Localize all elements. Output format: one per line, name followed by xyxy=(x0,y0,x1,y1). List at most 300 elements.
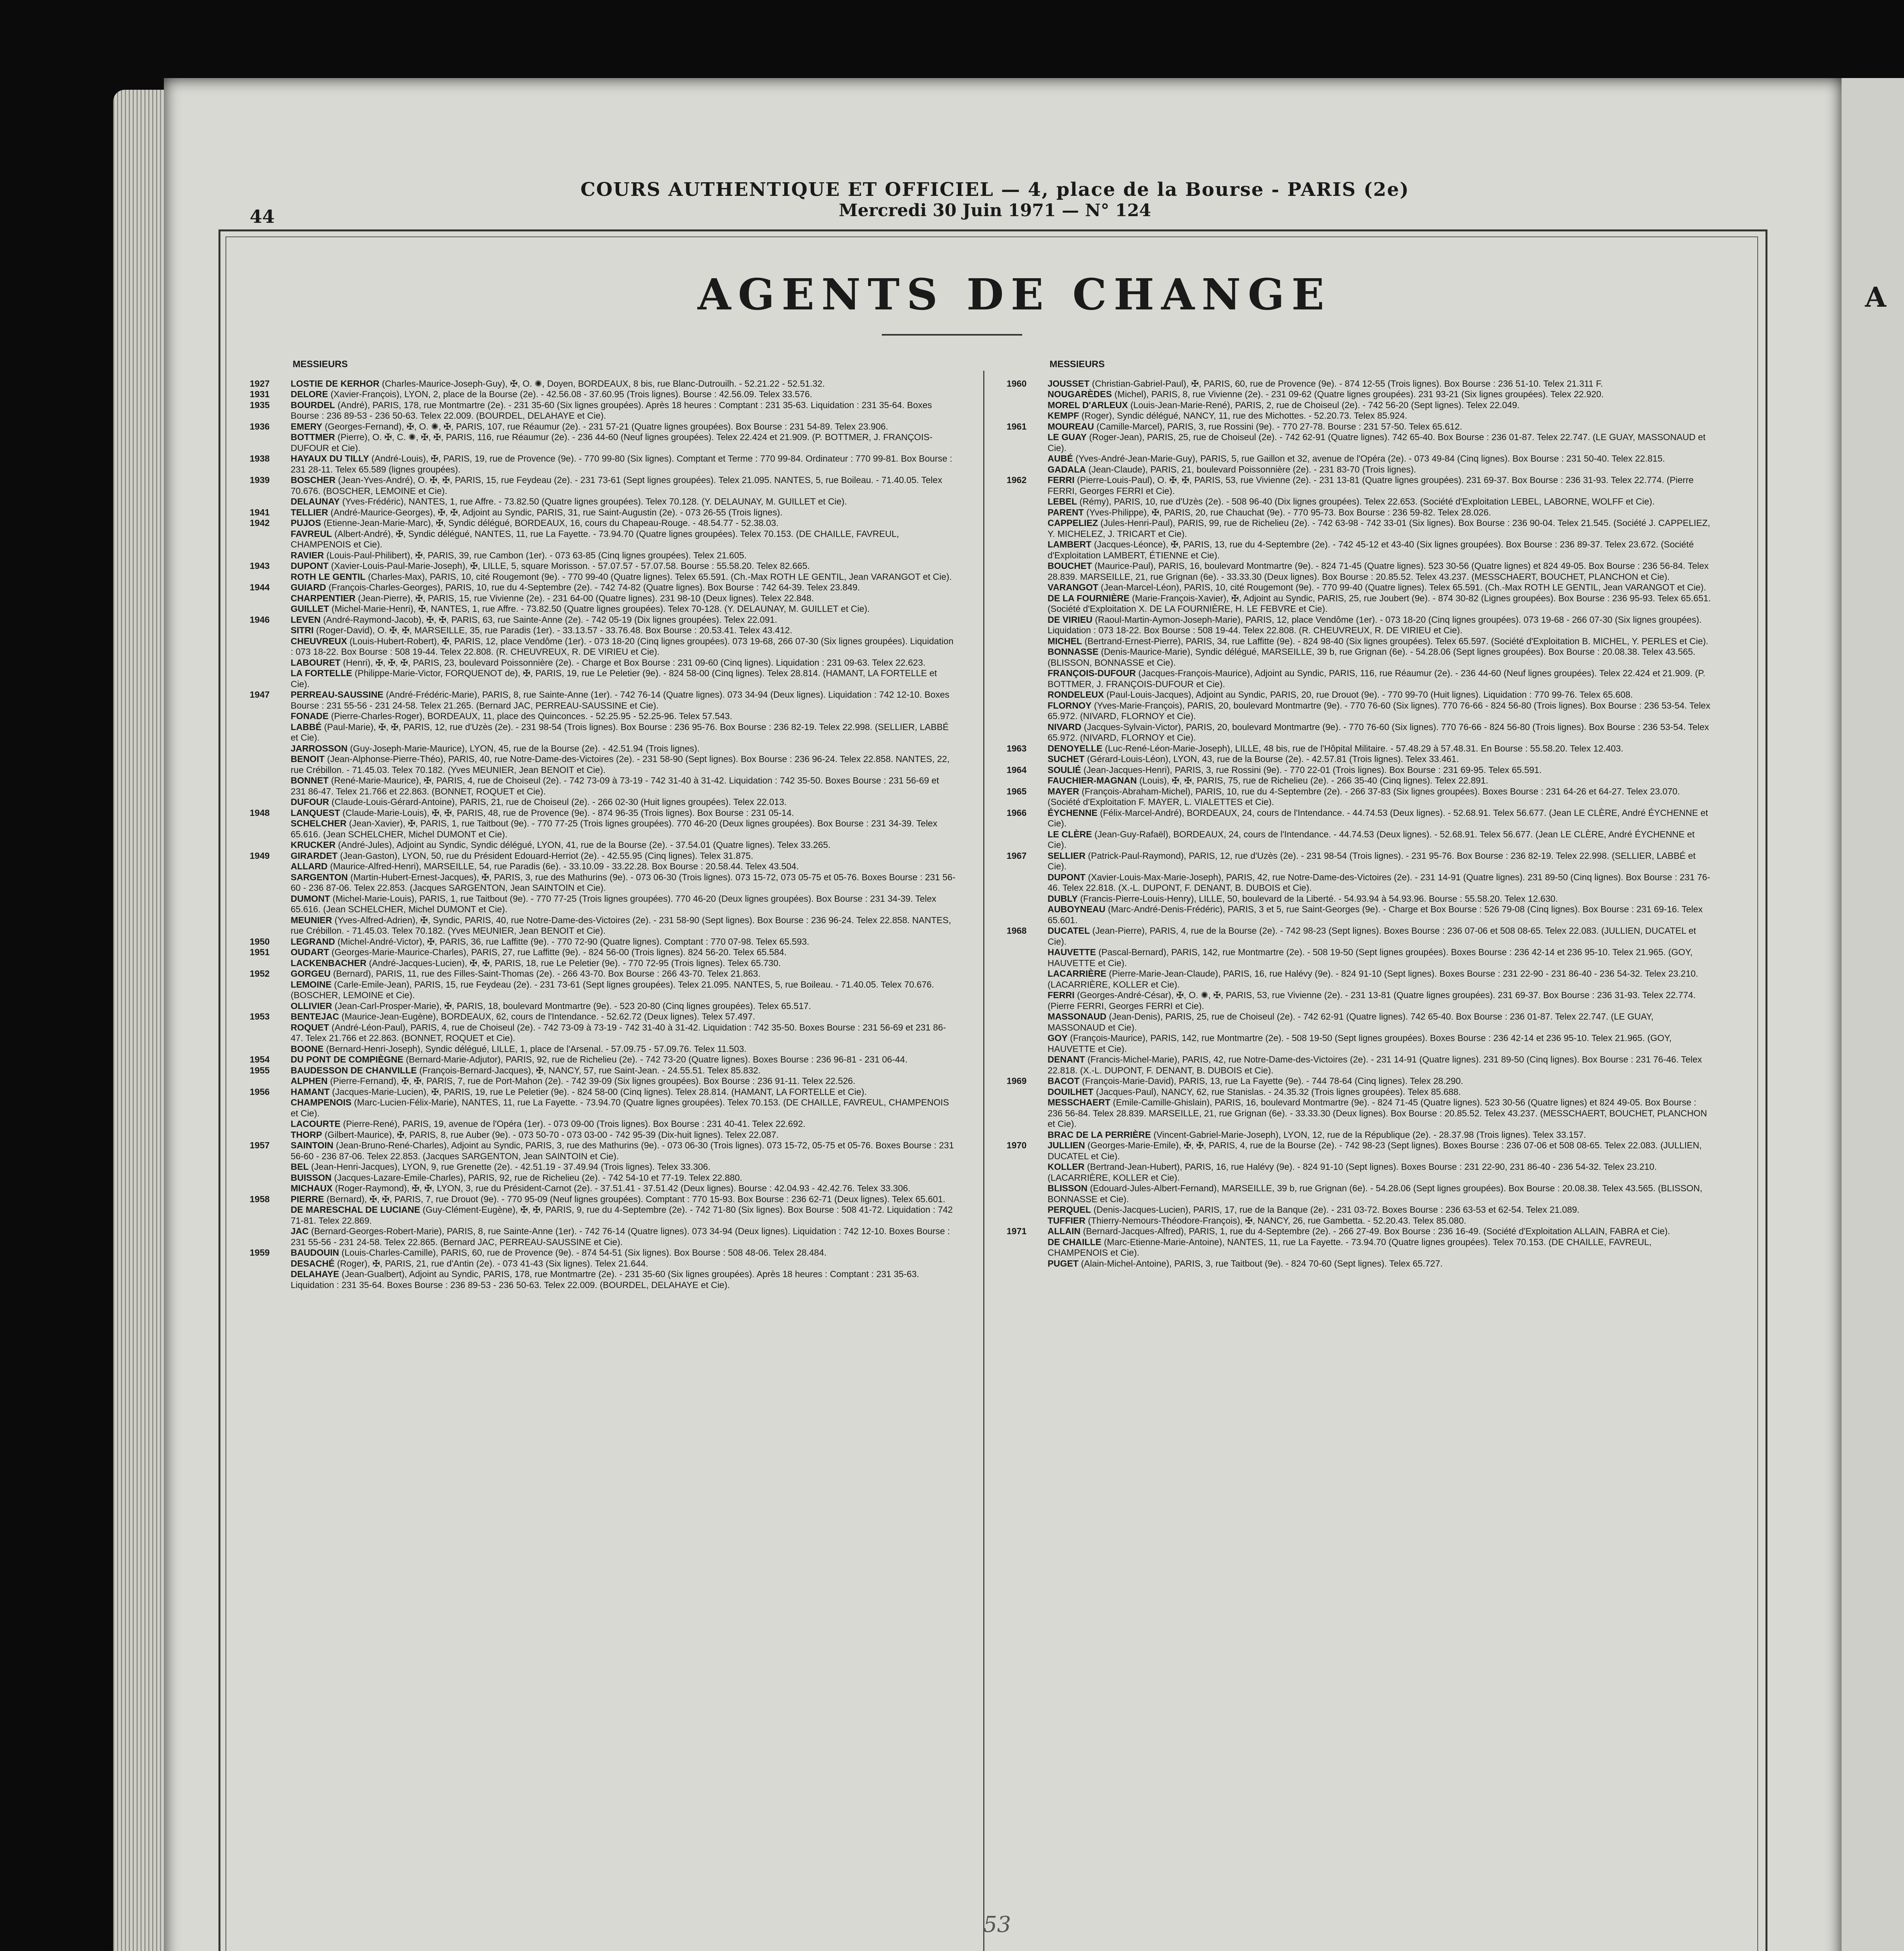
agent-details: (Claude-Louis-Gérard-Antoine), PARIS, 21, rue de Choiseul (2e). - 266 02-30 (Huit lignes groupées). Telex 22.013. xyxy=(331,797,787,807)
agent-details: (Maurice-Paul), PARIS, 16, boulevard Montmartre (9e). - 824 71-45 (Quatre lignes). 523 30-56 (Quatre lignes) et 824 49-05. Box Bourse : 236 56-84. Telex 28.839. MARSEILLE, 21, rue Grignan (6e). - 33.33.30 (Deux lignes). Box Bourse : 20.85.52. Telex 43.237. (MESSCHAERT, BOUCHET, PLANCHON et Cie). xyxy=(1048,561,1709,582)
agent-entry xyxy=(1007,1215,1713,1226)
agent-name: ROTH LE GENTIL xyxy=(291,571,366,582)
entry-year xyxy=(1007,561,1048,582)
agent-details: (Michel-Marie-Henri), ✠, NANTES, 1, rue Affre. - 73.82.50 (Quatre lignes groupées). Telex 70-128. (Y. DELAUNAY, M. GUILLET et Cie). xyxy=(331,604,870,614)
entry-year xyxy=(250,1001,291,1012)
entry-year: 1967 xyxy=(1007,850,1027,861)
agent-details: (Louis), ✠, ✠, PARIS, 75, rue de Richelieu (2e). - 266 35-40 (Cinq lignes). Telex 22.891. xyxy=(1139,775,1488,785)
agent-entry xyxy=(1007,518,1713,539)
agent-details: (Guy-Clément-Eugène), ✠, ✠, PARIS, 9, rue du 4-Septembre (2e). - 742 71-80 (Six lignes). Box Bourse : 508 41-72. Liquidation : 742 71-81. Telex 22.869. xyxy=(291,1205,953,1226)
agent-details: (Pierre-Louis-Paul), O. ✠, ✠, PARIS, 53, rue Vivienne (2e). - 231 13-81 (Quatre lignes groupées). 231 69-37. Box Bourse : 236 31-93. Telex 22.774. (Pierre FERRI, Georges FERRI et Cie). xyxy=(1048,475,1694,496)
handwritten-note: 53 xyxy=(983,1912,1011,1937)
agent-entry xyxy=(250,947,956,958)
agent-details: (Roger-David), O. ✠, ✠, MARSEILLE, 35, rue Paradis (1er). - 33.13.57 - 33.76.48. Box Bourse : 20.53.41. Telex 43.412. xyxy=(316,625,792,635)
agent-entry xyxy=(1007,904,1713,926)
agent-entry xyxy=(1007,765,1713,776)
agent-list-right xyxy=(1007,378,1713,1269)
entry-year: 1957 xyxy=(250,1140,270,1150)
entry-year xyxy=(1007,1033,1048,1054)
agent-name: LACARRIÈRE xyxy=(1048,968,1107,979)
agent-entry xyxy=(250,507,956,518)
agent-details: (Bernard-Jacques-Alfred), PARIS, 1, rue du 4-Septembre (2e). - 266 27-49. Box Bourse : 236 16-49. (Société d'Exploitation ALLAIN, FABRA et Cie). xyxy=(1083,1226,1670,1236)
agent-entry xyxy=(250,496,956,507)
agent-details: (Jean-Gaston), LYON, 50, rue du Président Edouard-Herriot (2e). - 42.55.95 (Cinq lignes). Telex 31.875. xyxy=(340,850,753,861)
agent-entry xyxy=(250,754,956,775)
agent-details: (André-Jacques-Lucien), ✠, ✠, PARIS, 18, rue Le Peletier (9e). - 770 72-95 (Trois lignes). Telex 65.730. xyxy=(369,958,781,968)
agent-entry xyxy=(250,1173,956,1183)
entry-year xyxy=(1007,1097,1048,1130)
agent-entry xyxy=(250,1044,956,1055)
agent-name: NIVARD xyxy=(1048,721,1082,732)
agent-details: (Jean-Jacques-Henri), PARIS, 3, rue Rossini (9e). - 770 22-01 (Trois lignes). Box Bourse : 231 69-95. Telex 65.591. xyxy=(1083,764,1542,775)
agent-entry xyxy=(250,400,956,421)
agent-entry xyxy=(1007,464,1713,475)
agent-details: (Jacques-Léonce), ✠, PARIS, 13, rue du 4-Septembre (2e). - 742 45-12 et 43-40 (Six lignes groupées). Box Bourse : 236 89-37. Telex 23.672. (Société d'Exploitation LAMBERT, ÉTIENNE et Cie). xyxy=(1048,539,1694,560)
agent-entry xyxy=(1007,968,1713,990)
agent-entry xyxy=(250,518,956,529)
agent-details: (Bernard-Henri-Joseph), Syndic délégué, LILLE, 1, place de l'Arsenal. - 57.09.75 - 57.09.76. Telex 11.503. xyxy=(326,1043,747,1054)
agent-entry xyxy=(250,1022,956,1044)
entry-year: 1939 xyxy=(250,475,270,485)
entry-year: 1959 xyxy=(250,1247,270,1258)
entry-year: 1948 xyxy=(250,807,270,818)
agent-entry xyxy=(1007,775,1713,786)
agent-name: HAYAUX DU TILLY xyxy=(291,453,369,464)
agent-entry xyxy=(250,722,956,743)
agent-name: GORGEU xyxy=(291,968,331,979)
entry-year xyxy=(250,1226,291,1247)
agent-entry xyxy=(1007,786,1713,808)
next-page-edge xyxy=(1842,78,1904,1951)
agent-details: (Louis-Paul-Philibert), ✠, PARIS, 39, rue Cambon (1er). - 073 63-85 (Cinq lignes groupées). Telex 21.605. xyxy=(326,550,747,560)
agent-name: MICHAUX xyxy=(291,1183,333,1193)
agent-name: JOUSSET xyxy=(1048,378,1090,389)
entry-year: 1961 xyxy=(1007,421,1027,432)
agent-details: (Georges-Marie-Emile), ✠, ✠, PARIS, 4, rue de la Bourse (2e). - 742 98-23 (Sept lignes). Boxes Bourse : 236 07-06 et 508 08-65. Telex 22.083. (JULLIEN, DUCATEL et Cie). xyxy=(1048,1140,1702,1161)
next-page-letter: A xyxy=(1865,281,1886,313)
agent-details: (Jacques-Lazare-Emile-Charles), PARIS, 92, rue de Richelieu (2e). - 742 54-10 et 77-19. Telex 22.880. xyxy=(334,1172,742,1183)
agent-entry xyxy=(1007,1087,1713,1098)
page-stack-edge xyxy=(113,90,168,1951)
agent-name: JULLIEN xyxy=(1048,1140,1085,1150)
agent-details: (Albert-André), ✠, Syndic délégué, NANTES, 11, rue La Fayette. - 73.94.70 (Quatre lignes groupées). Telex 70.153. (DE CHAILLE, FAVREUL, CHAMPENOIS et Cie). xyxy=(291,528,899,549)
entry-year: 1962 xyxy=(1007,475,1027,485)
agent-entry xyxy=(1007,668,1713,689)
agent-name: TUFFIER xyxy=(1048,1215,1086,1226)
agent-entry xyxy=(250,915,956,936)
agent-details: (André), PARIS, 178, rue Montmartre (2e). - 231 35-60 (Six lignes groupées). Après 18 heures : Comptant : 231 35-63. Liquidation : 231 35-64. Boxes Bourse : 236 89-53 - 236 50-63. Telex 22.009. (BOURDEL, DELAHAYE et Cie). xyxy=(291,400,932,421)
entry-year: 1938 xyxy=(250,453,270,464)
agent-details: (Yves-Philippe), ✠, PARIS, 20, rue Chauchat (9e). - 770 95-73. Box Bourse : 236 59-82. Telex 28.026. xyxy=(1086,507,1491,517)
entry-year xyxy=(250,840,291,851)
agent-name: DELAUNAY xyxy=(291,496,340,506)
entry-year xyxy=(1007,615,1048,636)
entry-year xyxy=(250,722,291,743)
agent-entry xyxy=(250,894,956,915)
entry-year xyxy=(1007,904,1048,926)
agent-entry xyxy=(1007,389,1713,400)
entry-year xyxy=(1007,990,1048,1011)
entry-year: 1935 xyxy=(250,400,270,410)
agent-details: (Philippe-Marie-Victor, FORQUENOT de), ✠, PARIS, 19, rue Le Peletier (9e). - 824 58-00 (Cinq lignes). Telex 28.814. (HAMANT, LA FORTELLE et Cie). xyxy=(291,668,937,689)
agent-entry xyxy=(1007,894,1713,904)
entry-year: 1931 xyxy=(250,389,270,399)
agent-details: (Bernard), PARIS, 11, rue des Filles-Saint-Thomas (2e). - 266 43-70. Box Bourse : 266 43-70. Telex 21.863. xyxy=(333,968,761,979)
entry-year xyxy=(250,915,291,936)
entry-year xyxy=(250,625,291,636)
agent-details: (Xavier-Louis-Paul-Marie-Joseph), ✠, LILLE, 5, square Morisson. - 57.07.57 - 57.07.58. Bourse : 55.58.20. Telex 82.665. xyxy=(331,561,810,571)
right-column xyxy=(1007,359,1713,1269)
agent-details: (Roger), Syndic délégué, NANCY, 11, rue des Michottes. - 52.20.73. Telex 85.924. xyxy=(1081,410,1407,421)
agent-details: (Bernard-Marie-Adjutor), PARIS, 92, rue de Richelieu (2e). - 742 73-20 (Quatre lignes). Boxes Bourse : 236 96-81 - 231 06-44. xyxy=(406,1054,908,1064)
agent-entry xyxy=(250,378,956,389)
agent-name: LEMOINE xyxy=(291,979,332,990)
agent-entry xyxy=(1007,1183,1713,1205)
agent-entry xyxy=(250,668,956,689)
agent-name: DE MARESCHAL DE LUCIANE xyxy=(291,1205,420,1215)
agent-details: (Vincent-Gabriel-Marie-Joseph), LYON, 12, rue de la République (2e). - 28.37.98 (Trois lignes). Telex 33.157. xyxy=(1153,1129,1586,1140)
agent-details: (Félix-Marcel-André), BORDEAUX, 24, cours de l'Intendance. - 44.74.53 (Deux lignes). - 52.68.91. Telex 56.677. (Jean LE CLÈRE, André ÉYCHENNE et Cie). xyxy=(1048,807,1708,828)
agent-name: ALPHEN xyxy=(291,1076,328,1086)
agent-name: BEL xyxy=(291,1162,309,1172)
agent-name: OLLIVIER xyxy=(291,1000,332,1011)
entry-year xyxy=(1007,754,1048,765)
entry-year xyxy=(250,1119,291,1130)
agent-details: (Yves-Alfred-Adrien), ✠, Syndic, PARIS, 40, rue Notre-Dame-des-Victoires (2e). - 231 58-90 (Sept lignes). Box Bourse : 236 96-24. Telex 22.858. NANTES, rue Crébillon. - 71.45.03. Telex 70.182. (Yves MEUNIER, Jean BENOIT et Cie). xyxy=(291,915,951,936)
entry-year xyxy=(250,711,291,722)
agent-entry xyxy=(250,1247,956,1258)
agent-entry xyxy=(1007,496,1713,507)
entry-year xyxy=(1007,636,1048,647)
agent-entry xyxy=(250,529,956,550)
agent-entry xyxy=(250,689,956,711)
agent-entry xyxy=(250,657,956,668)
entry-year xyxy=(250,754,291,775)
agent-entry xyxy=(250,1183,956,1194)
agent-name: NOUGARÈDES xyxy=(1048,389,1112,399)
agent-entry xyxy=(1007,722,1713,743)
agent-name: BACOT xyxy=(1048,1076,1080,1086)
entry-year xyxy=(1007,700,1048,722)
agent-name: FLORNOY xyxy=(1048,700,1092,711)
agent-name: BENOIT xyxy=(291,754,325,764)
agent-entry xyxy=(250,1194,956,1205)
agent-name: OUDART xyxy=(291,947,329,957)
column-divider xyxy=(983,371,984,1951)
agent-entry xyxy=(250,840,956,851)
agent-entry xyxy=(250,1258,956,1269)
agent-entry xyxy=(250,958,956,969)
entry-year xyxy=(250,529,291,550)
entry-year xyxy=(1007,593,1048,615)
agent-details: (Louis-Charles-Camille), PARIS, 60, rue de Provence (9e). - 874 54-51 (Six lignes). Box Bourse : 508 48-06. Telex 28.484. xyxy=(341,1247,827,1258)
agent-entry xyxy=(1007,1140,1713,1162)
agent-details: (Gérard-Louis-Léon), LYON, 43, rue de la Bourse (2e). - 42.57.81 (Trois lignes). Telex 33.461. xyxy=(1087,754,1459,764)
agent-name: MOUREAU xyxy=(1048,421,1094,432)
entry-year xyxy=(1007,968,1048,990)
agent-entry xyxy=(250,1130,956,1141)
agent-details: (Pierre-Marie-Jean-Claude), PARIS, 16, rue Halévy (9e). - 824 91-10 (Sept lignes). Boxes Bourse : 231 22-90 - 231 86-40 - 236 54-32. Telex 23.210. (LACARRIÈRE, KOLLER et Cie). xyxy=(1048,968,1698,990)
agent-name: DE LA FOURNIÈRE xyxy=(1048,593,1130,603)
entry-year: 1964 xyxy=(1007,764,1027,775)
agent-details: (Jean-Bruno-René-Charles), Adjoint au Syndic, PARIS, 3, rue des Mathurins (9e). - 073 06-30 (Trois lignes). 073 15-72, 05-75 et 05-76. Boxes Bourse : 231 56-60 - 236 87-06. Telex 22.853. (Jacques SARGENTON, Jean SAINTOIN et Cie). xyxy=(291,1140,954,1161)
agent-name: MESSCHAERT xyxy=(1048,1097,1111,1107)
agent-details: (Jean-Henri-Jacques), LYON, 9, rue Grenette (2e). - 42.51.19 - 37.49.94 (Trois lignes). Telex 33.306. xyxy=(311,1162,710,1172)
agent-name: BONNET xyxy=(291,775,329,785)
entry-year xyxy=(250,593,291,604)
agent-details: (Xavier-François), LYON, 2, place de la Bourse (2e). - 42.56.08 - 37.60.95 (Trois lignes). Bourse : 42.56.09. Telex 33.576. xyxy=(330,389,812,399)
agent-name: DUFOUR xyxy=(291,797,329,807)
agent-name: GADALA xyxy=(1048,464,1086,474)
agent-details: (Michel), PARIS, 8, rue Vivienne (2e). - 231 09-62 (Quatre lignes groupées). 231 93-21 (Six lignes groupées). Telex 22.920. xyxy=(1114,389,1604,399)
agent-details: (Jules-Henri-Paul), PARIS, 99, rue de Richelieu (2e). - 742 63-98 - 742 33-01 (Six lignes). Box Bourse : 236 90-04. Telex 21.545. (Société J. CAPPELIEZ, Y. MICHELEZ, J. TRICART et Cie). xyxy=(1048,518,1710,539)
entry-year xyxy=(1007,872,1048,894)
agent-name: SUCHET xyxy=(1048,754,1085,764)
agent-details: (Louis-Jean-Marie-René), PARIS, 2, rue de Choiseul (2e). - 742 56-20 (Sept lignes). Telex 22.049. xyxy=(1130,400,1520,410)
page-title: AGENTS DE CHANGE xyxy=(698,269,1331,320)
agent-details: (René-Marie-Maurice), ✠, PARIS, 4, rue de Choiseul (2e). - 742 73-09 à 73-19 - 742 31-40 à 31-42. Liquidation : 742 35-50. Boxes Bourse : 231 56-69 et 231 86-47. Telex 21.766 et 22.863. (BONNET, ROQUET et Cie). xyxy=(291,775,939,796)
agent-details: (Camille-Marcel), PARIS, 3, rue Rossini (9e). - 770 27-78. Bourse : 231 57-50. Telex 65.612. xyxy=(1096,421,1462,432)
agent-entry xyxy=(1007,615,1713,636)
agent-entry xyxy=(250,872,956,894)
entry-year xyxy=(250,1130,291,1141)
entry-year: 1942 xyxy=(250,518,270,528)
agent-entry xyxy=(250,1011,956,1022)
entry-year xyxy=(1007,829,1048,851)
agent-name: CHAMPENOIS xyxy=(291,1097,352,1107)
agent-name: ALLAIN xyxy=(1048,1226,1081,1236)
agent-name: DUMONT xyxy=(291,893,330,904)
entry-year: 1965 xyxy=(1007,786,1027,796)
agent-name: ALLARD xyxy=(291,861,328,871)
agent-name: BUISSON xyxy=(291,1172,332,1183)
agent-entry xyxy=(250,775,956,797)
agent-entry xyxy=(1007,1011,1713,1033)
entry-year xyxy=(250,1205,291,1226)
agent-name: BENTEJAC xyxy=(291,1011,339,1022)
agent-name: BONNASSE xyxy=(1048,647,1099,657)
agent-name: BOSCHER xyxy=(291,475,336,485)
entry-year: 1960 xyxy=(1007,378,1027,389)
agent-entry xyxy=(1007,872,1713,894)
entry-year: 1951 xyxy=(250,947,270,957)
entry-year: 1958 xyxy=(250,1194,270,1204)
agent-details: (André-Frédéric-Marie), PARIS, 8, rue Sainte-Anne (1er). - 742 76-14 (Quatre lignes). 073 34-94 (Deux lignes). Liquidation : 742 12-10. Boxes Bourse : 231 55-56 - 231 24-58. Telex 21.265. (Bernard JAC, PERREAU-SAUSSINE et Cie). xyxy=(291,689,950,711)
agent-entry xyxy=(250,851,956,862)
agent-name: BOONE xyxy=(291,1043,324,1054)
agent-entry xyxy=(250,1269,956,1290)
agent-details: (Jean-Gualbert), Adjoint au Syndic, PARIS, 178, rue Montmartre (2e). - 231 35-60 (Six lignes groupées). Après 18 heures : Comptant : 231 35-63. Liquidation : 231 35-64. Boxes Bourse : 236 89-53 - 236 50-63. Telex 22.009. (BOURDEL, DELAHAYE et Cie). xyxy=(291,1269,919,1290)
agent-details: (Alain-Michel-Antoine), PARIS, 3, rue Taitbout (9e). - 824 70-60 (Sept lignes). Telex 65.727. xyxy=(1081,1258,1443,1269)
agent-entry xyxy=(250,421,956,432)
agent-entry xyxy=(250,1119,956,1130)
entry-year xyxy=(250,958,291,969)
agent-details: (Georges-André-César), ✠, O. ✺, ✠, PARIS, 53, rue Vivienne (2e). - 231 13-81 (Quatre lignes groupées). 231 69-37. Box Bourse : 236 31-93. Telex 22.774. (Pierre FERRI, Georges FERRI et Cie). xyxy=(1048,990,1696,1011)
agent-name: SOULIÉ xyxy=(1048,764,1081,775)
agent-details: (Marc-Lucien-Félix-Marie), NANTES, 11, rue La Fayette. - 73.94.70 (Quatre lignes groupées). Telex 70.153. (DE CHAILLE, FAVREUL, CHAMPENOIS et Cie). xyxy=(291,1097,949,1118)
agent-name: LOSTIE DE KERHOR xyxy=(291,378,380,389)
entry-year xyxy=(250,797,291,808)
agent-name: GIRARDET xyxy=(291,850,338,861)
agent-entry xyxy=(1007,507,1713,518)
column-heading: MESSIEURS xyxy=(293,359,348,370)
entry-year xyxy=(250,668,291,689)
agent-name: MAYER xyxy=(1048,786,1079,796)
agent-entry xyxy=(1007,926,1713,947)
agent-entry xyxy=(250,1054,956,1065)
agent-details: (Jean-Guy-Rafaël), BORDEAUX, 24, cours de l'Intendance. - 44.74.53 (Deux lignes). - 52.68.91. Telex 56.677. (Jean LE CLÈRE, André ÉYCHENNE et Cie). xyxy=(1048,829,1695,850)
entry-year: 1947 xyxy=(250,689,270,700)
entry-year xyxy=(1007,1215,1048,1226)
agent-entry xyxy=(250,1076,956,1087)
entry-year xyxy=(1007,432,1048,453)
agent-name: PERREAU-SAUSSINE xyxy=(291,689,384,700)
agent-name: DESACHÉ xyxy=(291,1258,335,1269)
entry-year: 1953 xyxy=(250,1011,270,1022)
entry-year xyxy=(250,1183,291,1194)
agent-entry xyxy=(250,1087,956,1098)
entry-year: 1949 xyxy=(250,850,270,861)
entry-year xyxy=(250,1258,291,1269)
entry-year xyxy=(250,775,291,797)
entry-year xyxy=(250,818,291,840)
agent-entry xyxy=(1007,829,1713,851)
agent-details: (Roger-Jean), PARIS, 25, rue de Choiseul (2e). - 742 62-91 (Quatre lignes). 742 65-40. Box Bourse : 236 01-87. Telex 22.747. (LE GUAY, MASSONAUD et Cie). xyxy=(1048,432,1706,453)
agent-details: (Rémy), PARIS, 10, rue d'Uzès (2e). - 508 96-40 (Dix lignes groupées). Telex 22.653. (Société d'Exploitation LEBEL, LABORNE, WOLFF et Cie). xyxy=(1079,496,1655,506)
agent-entry xyxy=(1007,561,1713,582)
entry-year xyxy=(1007,647,1048,668)
agent-entry xyxy=(250,432,956,453)
agent-entry xyxy=(250,550,956,561)
agent-entry xyxy=(1007,475,1713,496)
agent-name: BAUDESSON DE CHANVILLE xyxy=(291,1065,417,1075)
agent-entry xyxy=(250,711,956,722)
agent-name: HAMANT xyxy=(291,1086,330,1097)
agent-entry xyxy=(250,743,956,754)
agent-name: DE CHAILLE xyxy=(1048,1237,1101,1247)
agent-entry xyxy=(250,979,956,1001)
agent-details: (Jean-Marcel-Léon), PARIS, 10, cité Rougemont (9e). - 770 99-40 (Quatre lignes). Telex 65.591. (Ch.-Max ROTH LE GENTIL, Jean VARANGOT et Cie). xyxy=(1101,582,1706,592)
agent-details: (Patrick-Paul-Raymond), PARIS, 12, rue d'Uzès (2e). - 231 98-54 (Trois lignes). - 231 95-76. Box Bourse : 236 82-19. Telex 22.998. (SELLIER, LABBÉ et Cie). xyxy=(1048,850,1696,871)
entry-year xyxy=(1007,400,1048,411)
agent-details: (Louis-Hubert-Robert), ✠, PARIS, 12, place Vendôme (1er). - 073 18-20 (Cinq lignes groupées). 073 19-68, 266 07-30 (Six lignes groupées). Liquidation : 073 18-22. Box Bourse : 508 19-44. Telex 22.808. (R. CHEUVREUX, R. DE VIRIEU et Cie). xyxy=(291,636,954,657)
agent-name: LANQUEST xyxy=(291,807,340,818)
agent-name: PERQUEL xyxy=(1048,1205,1091,1215)
agent-name: BOTTMER xyxy=(291,432,335,442)
agent-details: (Jean-Pierre), ✠, PARIS, 15, rue Vivienne (2e). - 231 64-00 (Quatre lignes). 231 98-10 (Deux lignes). Telex 22.848. xyxy=(358,593,814,603)
agent-details: (Xavier-Louis-Max-Marie-Joseph), PARIS, 42, rue Notre-Dame-des-Victoires (2e). - 231 14-91 (Quatre lignes). 231 89-50 (Cinq lignes). Box Bourse : 231 76-46. Telex 22.818. (X.-L. DUPONT, F. DENANT, B. DUBOIS et Cie). xyxy=(1048,872,1710,893)
agent-entry xyxy=(250,615,956,625)
agent-name: GOY xyxy=(1048,1033,1068,1043)
agent-name: BOURDEL xyxy=(291,400,335,410)
agent-entry xyxy=(250,593,956,604)
agent-entry xyxy=(1007,743,1713,754)
entry-year xyxy=(1007,464,1048,475)
entry-year xyxy=(250,872,291,894)
agent-name: DUBLY xyxy=(1048,893,1078,904)
agent-entry xyxy=(250,968,956,979)
agent-name: MICHEL xyxy=(1048,636,1082,646)
entry-year xyxy=(1007,668,1048,689)
agent-details: (Claude-Marie-Louis), ✠, ✠, PARIS, 48, rue de Provence (9e). - 874 96-35 (Trois lignes). Box Bourse : 231 05-14. xyxy=(342,807,794,818)
agent-entry xyxy=(1007,593,1713,615)
agent-name: BOUCHET xyxy=(1048,561,1092,571)
agent-name: FONADE xyxy=(291,711,329,721)
agent-entry xyxy=(1007,851,1713,872)
agent-details: (Jacques-Marie-Lucien), ✠, PARIS, 19, rue Le Peletier (9e). - 824 58-00 (Cinq lignes). Telex 28.814. (HAMANT, LA FORTELLE et Cie). xyxy=(332,1086,867,1097)
agent-name: DUCATEL xyxy=(1048,926,1090,936)
column-heading: MESSIEURS xyxy=(1050,359,1105,370)
entry-year: 1954 xyxy=(250,1054,270,1064)
agent-entry xyxy=(250,808,956,819)
agent-name: FAVREUL xyxy=(291,528,332,539)
entry-year: 1970 xyxy=(1007,1140,1027,1150)
agent-entry xyxy=(250,572,956,583)
entry-year xyxy=(1007,1130,1048,1141)
agent-entry xyxy=(250,604,956,615)
left-column xyxy=(250,359,956,1290)
agent-details: (Pierre-Charles-Roger), BORDEAUX, 11, place des Quinconces. - 52.25.95 - 52.25-96. Telex 57.543. xyxy=(331,711,732,721)
entry-year xyxy=(1007,539,1048,561)
agent-name: LABBÉ xyxy=(291,721,322,732)
agent-entry xyxy=(1007,582,1713,593)
agent-entry xyxy=(250,1162,956,1173)
agent-details: (Martin-Hubert-Ernest-Jacques), ✠, PARIS, 3, rue des Mathurins (9e). - 073 06-30 (Trois lignes). 073 15-72, 073 05-75 et 05-76. Boxes Bourse : 231 56-60 - 236 87-06. Telex 22.853. (Jacques SARGENTON, Jean SAINTOIN et Cie). xyxy=(291,872,956,893)
entry-year xyxy=(250,604,291,615)
entry-year xyxy=(250,432,291,453)
agent-name: KEMPF xyxy=(1048,410,1079,421)
agent-details: (Jean-Denis), PARIS, 25, rue de Choiseul (2e). - 742 62-91 (Quatre lignes). 742 65-40. Box Bourse : 236 01-87. Telex 22.747. (LE GUAY, MASSONAUD et Cie). xyxy=(1048,1011,1654,1032)
agent-details: (Bernard-Georges-Robert-Marie), PARIS, 8, rue Sainte-Anne (1er). - 742 76-14 (Quatre lignes). 073 34-94 (Deux lignes). Liquidation : 742 12-10. Boxes Bourse : 231 55-56 - 231 24-58. Telex 22.865. (Bernard JAC, PERREAU-SAUSSINE et Cie). xyxy=(291,1226,950,1247)
entry-year xyxy=(250,861,291,872)
agent-name: AUBÉ xyxy=(1048,453,1073,464)
agent-entry xyxy=(1007,1258,1713,1269)
agent-name: MOREL D'ARLEUX xyxy=(1048,400,1128,410)
agent-details: (Maurice-Alfred-Henri), MARSEILLE, 54, rue Paradis (6e). - 33.10.09 - 33.22.28. Box Bourse : 20.58.44. Telex 43.504. xyxy=(330,861,799,871)
agent-details: (Jean-Pierre), PARIS, 4, rue de la Bourse (2e). - 742 98-23 (Sept lignes). Boxes Bourse : 236 07-06 et 508 08-65. Telex 22.083. (JULLIEN, DUCATEL et Cie). xyxy=(1048,926,1696,947)
agent-entry xyxy=(1007,754,1713,765)
agent-name: TELLIER xyxy=(291,507,328,517)
agent-details: (Jean-Carl-Prosper-Marie), ✠, PARIS, 18, boulevard Montmartre (9e). - 523 20-80 (Cinq lignes groupées). Telex 65.517. xyxy=(334,1000,811,1011)
agent-details: (Bertrand-Jean-Hubert), PARIS, 16, rue Halévy (9e). - 824 91-10 (Sept lignes). Boxes Bourse : 231 22-90, 231 86-40 - 236 54-32. Telex 23.210. (LACARRIÈRE, KOLLER et Cie). xyxy=(1048,1162,1657,1183)
agent-name: DUPONT xyxy=(1048,872,1086,882)
agent-name: PUGET xyxy=(1048,1258,1079,1269)
agent-name: MASSONAUD xyxy=(1048,1011,1107,1022)
entry-year: 1969 xyxy=(1007,1076,1027,1086)
agent-entry xyxy=(1007,1097,1713,1130)
agent-entry xyxy=(250,1097,956,1119)
agent-details: (Roger-Raymond), ✠, ✠, LYON, 3, rue du Président-Carnot (2e). - 37.51.41 - 37.51.42 (Deux lignes). Bourse : 42.04.93 - 42.42.76. Telex 33.306. xyxy=(335,1183,911,1193)
entry-year xyxy=(1007,410,1048,421)
entry-year xyxy=(1007,1054,1048,1076)
agent-entry xyxy=(250,1065,956,1076)
agent-name: JARROSSON xyxy=(291,743,348,753)
agent-details: (Georges-Fernand), ✠, O. ✺, ✠, PARIS, 107, rue Réaumur (2e). - 231 57-21 (Quatre lignes groupées). Box Bourse : 231 54-89. Telex 23.906. xyxy=(325,421,888,432)
entry-year xyxy=(250,1022,291,1044)
entry-year: 1927 xyxy=(250,378,270,389)
agent-entry xyxy=(250,797,956,808)
agent-details: (Jean-Yves-André), O. ✠, ✠, PARIS, 15, rue Feydeau (2e). - 231 73-61 (Sept lignes groupées). Telex 21.095. NANTES, 5, rue Boileau. - 71.40.05. Telex 70.676. (BOSCHER, LEMOINE et Cie). xyxy=(291,475,942,496)
agent-name: DENOYELLE xyxy=(1048,743,1103,753)
agent-details: (François-Maurice), PARIS, 142, rue Montmartre (2e). - 508 19-50 (Sept lignes groupées). Boxes Bourse : 236 42-14 et 236 95-10. Telex 21.965. (GOY, HAUVETTE et Cie). xyxy=(1048,1033,1672,1054)
entry-year xyxy=(250,1044,291,1055)
agent-name: DE VIRIEU xyxy=(1048,614,1093,625)
agent-details: (Guy-Joseph-Marie-Maurice), LYON, 45, rue de la Bourse (2e). - 42.51.94 (Trois lignes). xyxy=(350,743,700,753)
agent-details: (Francis-Michel-Marie), PARIS, 42, rue Notre-Dame-des-Victoires (2e). - 231 14-91 (Quatre lignes). 231 89-50 (Cinq lignes). Box Bourse : 231 76-46. Telex 22.818. (X.-L. DUPONT, F. DENANT, B. DUBOIS et Cie). xyxy=(1048,1054,1702,1075)
agent-details: (Pierre), O. ✠, C. ✺, ✠, ✠, PARIS, 116, rue Réaumur (2e). - 236 44-60 (Neuf lignes groupées). Telex 22.424 et 21.909. (P. BOTTMER, J. FRANÇOIS-DUFOUR et Cie). xyxy=(291,432,933,453)
agent-details: (Georges-Marie-Maurice-Charles), PARIS, 27, rue Laffitte (9e). - 824 56-00 (Trois lignes). 824 56-20. Telex 65.584. xyxy=(331,947,787,957)
agent-name: SELLIER xyxy=(1048,850,1086,861)
